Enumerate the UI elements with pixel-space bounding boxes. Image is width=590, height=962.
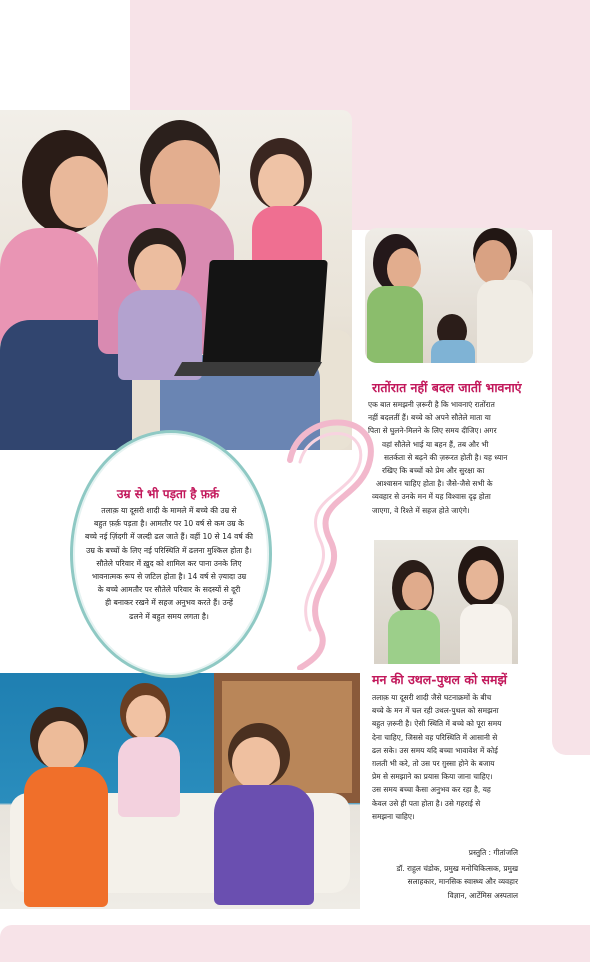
text-line: नहीं बदलतीं हैं। बच्चे को अपने सौतेले माता या (368, 413, 491, 423)
photo-family-laptop (0, 110, 352, 450)
text-line: उस समय बच्चा कैसा अनुभव कर रहा है, यह (372, 785, 491, 795)
text-line: रखिए कि बच्चों को प्रेम और सुरक्षा का (382, 466, 485, 476)
text-line: देना चाहिए, जिससे वह परिस्थिति में आसानी से (372, 732, 498, 742)
section-feelings-body (368, 398, 550, 517)
text-line: सतर्कता से बढ़ने की ज़रूरत होती है। यह ध्यान (384, 452, 508, 462)
section-age-title: उम्र से भी पड़ता है फ़र्क़ (116, 487, 220, 501)
text-line: समझना चाहिए। (372, 811, 415, 821)
text-line: के बच्चे आमतौर पर सौतेले परिवार के सदस्यों से दूरी (97, 585, 241, 595)
photo-two-women (374, 540, 518, 664)
text-line: आश्वासन चाहिए होता है। जैसे-जैसे सभी के (376, 479, 493, 489)
text-line: ही बनाकर रखने में सहज अनुभव करते हैं। उन्हें (105, 598, 233, 608)
text-line: डॉ. राहुल चंडोक, प्रमुख मनोचिकित्सक, प्रमुख (396, 864, 518, 873)
text-line: ढल सके। उस समय यदि बच्चा भावावेश में कोई (372, 745, 498, 755)
text-line: केवल उसे ही पता होता है। उसे गहराई से (372, 798, 481, 808)
section-turmoil-body (372, 691, 550, 823)
text-line: बहुत फ़र्क़ पड़ता है। आमतौर पर 10 वर्ष से कम उम्र के (94, 519, 244, 529)
photo-couple-arguing (365, 228, 533, 363)
text-line: बच्चे नई ज़िंदगी में जल्दी ढल जाते हैं। वहीं 10 से 14 वर्ष की (84, 532, 254, 542)
text-line: सौतेले परिवार में ख़ुद को शामिल कर पाना उनके लिए (96, 558, 242, 568)
text-line: एक बात समझनी ज़रूरी है कि भावनाएं रातोंरात (368, 400, 495, 409)
text-line: पिता से घुलने-मिलने के लिए समय दीजिए। अगर (368, 426, 497, 436)
credit-expert (372, 862, 518, 902)
text-line: तलाक़ या दूसरी शादी जैसे घटनाक्रमों के बीच (372, 693, 492, 702)
background-band-right (552, 210, 590, 755)
section-turmoil-title: मन की उथल-पुथल को समझें (372, 672, 507, 687)
text-line: जाएगा, वे रिश्ते में सहज होते जाएंगे। (372, 505, 470, 515)
text-line: ग़लती भी करे, तो उस पर ग़ुस्सा होने के बजाय (372, 759, 495, 769)
text-line: ढलने में बहुत समय लगता है। (129, 611, 209, 621)
text-line: व्यवहार से उनके मन में यह विश्वास दृढ़ होता (372, 492, 491, 502)
section-age-body (78, 504, 260, 623)
text-line: प्रेम से समझाने का प्रयास किया जाना चाहिए। (372, 772, 493, 782)
text-line: सलाहकार, मानसिक स्वास्थ्य और व्यवहार (407, 877, 518, 887)
text-line: भावनात्मक रूप से जटिल होता है। 14 वर्ष से ज़्यादा उम्र (91, 572, 247, 582)
section-feelings-title: रातोंरात नहीं बदल जातीं भावनाएं (372, 380, 522, 395)
text-line: वहां सौतेले भाई या बहन हैं, तब और भी (382, 439, 489, 449)
text-line: बच्चे के मन में चल रही उथल-पुथल को समझना (372, 706, 499, 716)
text-line: तलाक़ या दूसरी शादी के मामले में बच्चे की उम्र से (101, 506, 237, 515)
photo-kids-fighting (0, 673, 360, 909)
background-band-bottom (0, 925, 590, 962)
text-line: विज्ञान, आर्टेमिस अस्पताल (447, 890, 518, 900)
credit-presented-by: प्रस्तुति : गीतांजलि (468, 848, 518, 857)
text-line: उम्र के बच्चों के लिए नई परिस्थिति में ढलना मुश्किल होता है। (86, 545, 252, 555)
text-line: बहुत ज़रूरी है। ऐसी स्थिति में बच्चे को पूरा समय (372, 719, 502, 729)
